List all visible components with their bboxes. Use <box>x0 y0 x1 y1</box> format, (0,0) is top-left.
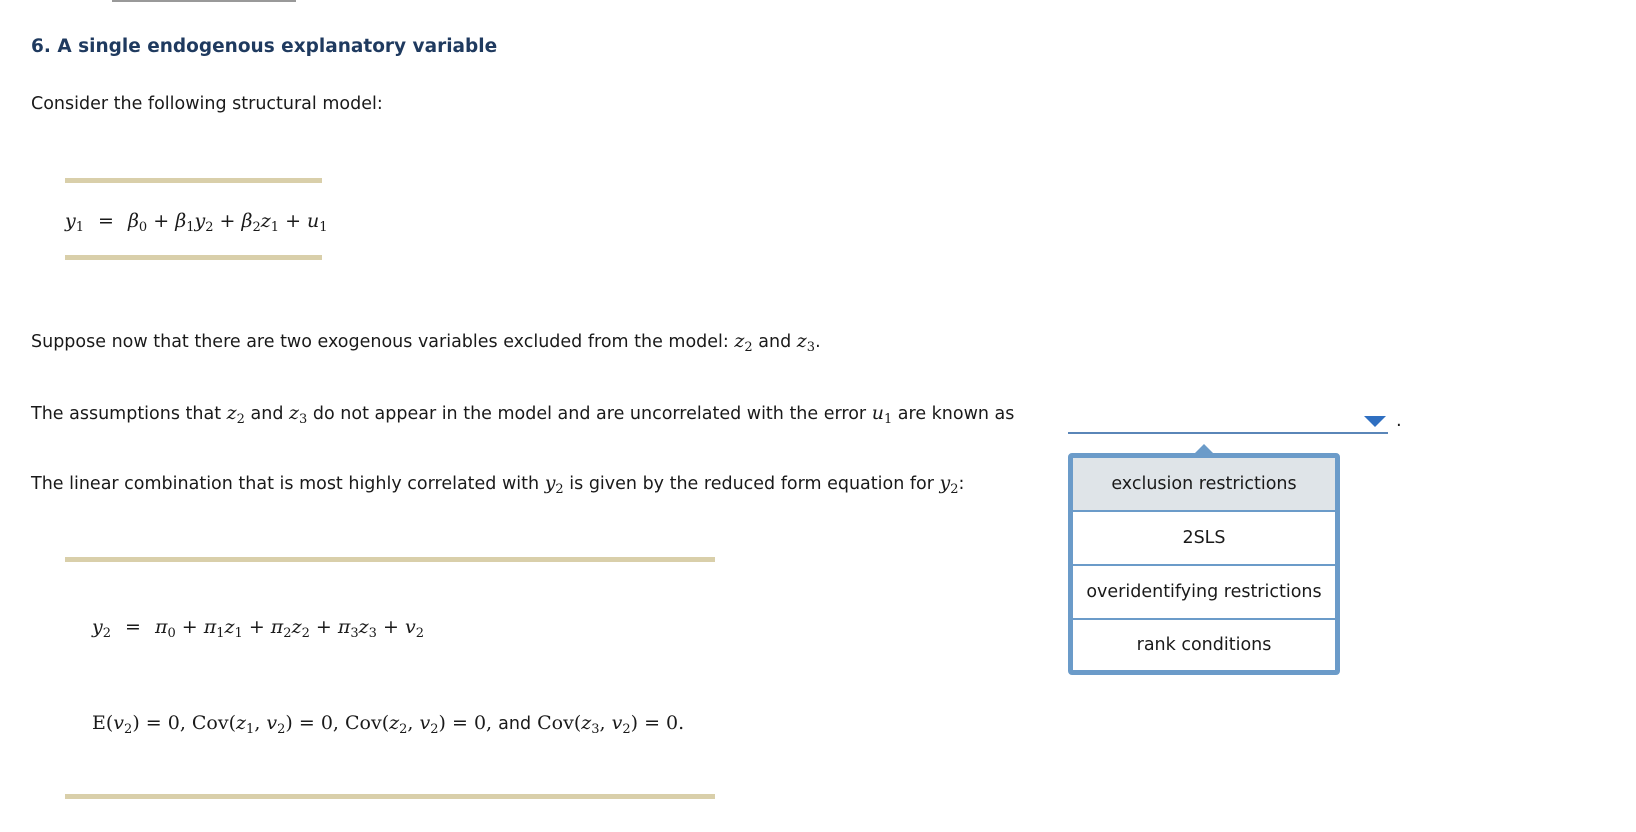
question-heading: 6. A single endogenous explanatory variable <box>31 36 498 57</box>
answer-dropdown[interactable] <box>1068 402 1388 434</box>
assumption-text: The assumptions that $z_2$ and $z_3$ do not appear in the model and are uncorrelated with the error $u_1$ are known as <box>31 402 1015 427</box>
dropdown-option-rank-conditions[interactable]: rank conditions <box>1073 620 1335 670</box>
reduced-form-rule-top <box>65 557 715 562</box>
dropdown-option-overidentifying-restrictions[interactable]: overidentifying restrictions <box>1073 566 1335 620</box>
reduced-form-equation: $y_2 = \pi_0 + \pi_1z_1 + \pi_2z_2 + \pi_3z_3 + v_2$ <box>92 616 424 641</box>
dropdown-option-exclusion-restrictions[interactable]: exclusion restrictions <box>1073 458 1335 512</box>
equation-rule-top <box>65 178 322 183</box>
top-divider <box>112 0 296 2</box>
suppose-text: Suppose now that there are two exogenous variables excluded from the model: $z_2$ and $z_3$. <box>31 330 821 355</box>
sentence-period: . <box>1396 410 1402 431</box>
chevron-down-icon[interactable] <box>1364 416 1386 427</box>
intro-text: Consider the following structural model: <box>31 94 383 114</box>
linear-combination-text: The linear combination that is most highly correlated with $y_2$ is given by the reduced form equation for $y_2$: <box>31 472 965 497</box>
dropdown-option-2sls[interactable]: 2SLS <box>1073 512 1335 566</box>
reduced-form-conditions: $E(v_2) = 0$, $Cov(z_1$, $v_2) = 0$, $Cov(z_2$, $v_2) = 0$, and $Cov(z_3$, $v_2) = 0$. <box>92 712 685 737</box>
equation-rule-bottom <box>65 255 322 260</box>
reduced-form-rule-bottom <box>65 794 715 799</box>
structural-equation: $y_1 = \beta_0 + \beta_1y_2 + \beta_2z_1 + u_1$ <box>65 210 328 235</box>
dropdown-menu <box>1068 453 1340 675</box>
